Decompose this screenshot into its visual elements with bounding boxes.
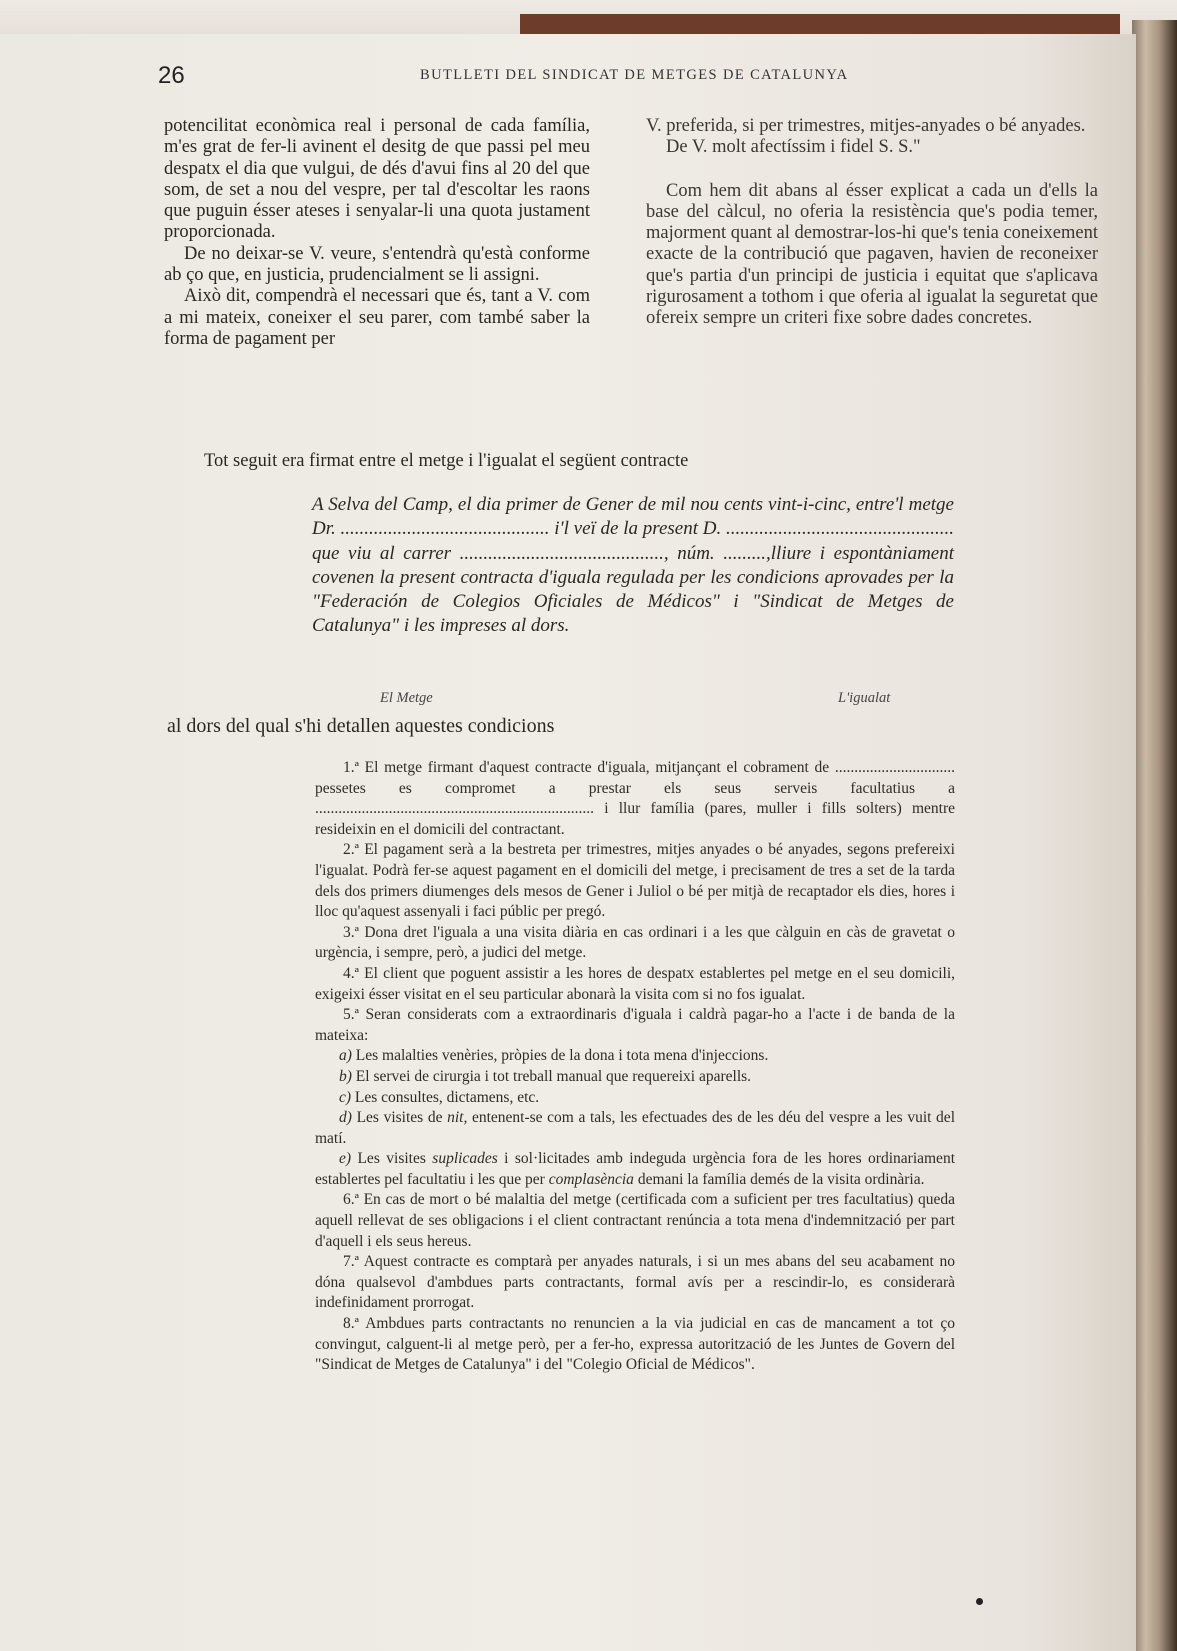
condition-number: 2.ª [343,841,359,859]
condition-item [315,1314,955,1376]
contract-text: A Selva del Camp, el dia primer de Gener de mil nou cents vint-i-cinc, entre'l metge Dr. ............................................ i'l veï de la present D. ................................................ que viu al carrer ..........................................., núm. .........,lliure i espontàniament covenen la present contracta d'iguala regulada per les condicions aprovades per la "Federación de Colegios Oficiales de Médicos" i "Sindicat de Metges de Catalunya" i les impreses al dors. [312,494,954,637]
subitem [315,1046,955,1067]
page-header [158,62,1078,92]
scan-top-band [0,0,1177,34]
right-column [646,116,1098,330]
paragraph: De V. molt afectíssim i fidel S. S." [666,137,921,158]
condition-number: 1.ª [343,759,359,776]
condition-text: Dona dret l'iguala a una visita diària en cas ordinari i a les que càlguin en càs de gravetat o urgència, i sempre, però, a judici del metge. [315,923,955,962]
condition-text: El client que poguent assistir a les hores de despatx establertes pel metge en el seu domicili, exigeixi ésser visitat en el seu particular abonarà la visita com si no fos igualat. [315,964,955,1003]
condition-number: 4.ª [343,964,359,982]
subitem-letter: b) [339,1067,352,1085]
condition-text: En cas de mort o bé malaltia del metge (certificada com a suficient per tres facultatius) queda aquell rellevat de ses obligacions i el client contractant renúncia a tota mena d'indemnització per part d'aquell i els seus hereus. [315,1191,955,1250]
contract-form [312,493,954,639]
condition-number: 5.ª [343,1006,359,1024]
condition-item [315,758,955,840]
subitem-letter: a) [339,1047,352,1065]
paragraph: V. preferida, si per trimestres, mitjes-anyades o bé anyades. [646,116,1086,136]
page-edge [1132,20,1177,1651]
paragraph: De no deixar-se V. veure, s'entendrà qu'està conforme ab ço que, en justicia, prudencialment se li assigni. [164,243,590,286]
condition-item [315,964,955,1005]
subitem-text: entenent-se com a tals, les efectuades des de les déu del vespre a les vuit del matí. [315,1109,955,1147]
left-column [164,116,590,350]
subitem [315,1088,955,1109]
paragraph: Això dit, compendrà el necessari que és, tant a V. com a mi mateix, coneixer el seu parer, com també saber la forma de pagament per [164,286,590,349]
subitem [315,1108,955,1149]
subitem-text: i sol·licitades amb indeguda urgència fora de les hores ordinariament establertes pel facultatiu i les que per [315,1150,955,1188]
dors-line: al dors del qual s'hi detallen aquestes condicions [167,715,555,737]
signature-label-metge: El Metge [380,690,433,706]
subitem-letter: d) [339,1109,352,1127]
condition-number: 3.ª [343,923,359,941]
subitem-letter: e) [339,1150,352,1168]
subitem-emphasis: nit, [447,1109,468,1127]
condition-item [315,840,955,922]
condition-text: Seran considerats com a extraordinaris d'iguala i caldrà pagar-ho a l'acte i de banda de la mateixa: [315,1006,955,1044]
conditions-list [315,758,955,1376]
spacer [646,159,1098,181]
subitem-text: demani la família demés de la visita ordinària. [633,1170,925,1188]
subitem [315,1067,955,1088]
condition-number: 7.ª [343,1253,359,1271]
running-head: BUTLLETI DEL SINDICAT DE METGES DE CATALUNYA [420,67,849,83]
condition-item [315,1190,955,1252]
subitem-emphasis: suplicades [432,1150,498,1168]
paragraph: potencilitat econòmica real i personal de cada família, m'es grat de fer-li avinent el desitg de que passi pel meu despatx el dia que vulgui, de dés d'avui fins al 20 del que som, de set a nou del vespre, per tal d'escoltar les raons que puguin ésser ateses i senyalar-li una quota justament proporcionada. [164,116,590,243]
condition-text: Ambdues parts contractants no renuncien a la via judicial en cas de mancament a tot ço convingut, calguent-li al metge però, per a fer-ho, expressa autorització de les Juntes de Govern del "Sindicat de Metges de Catalunya" i del "Colegio Oficial de Médicos". [315,1315,955,1374]
condition-item [315,1005,955,1046]
subitem-text: Les malalties venèries, pròpies de la dona i tota mena d'injeccions. [355,1047,769,1065]
condition-text: Aquest contracte es comptarà per anyades naturals, i si un mes abans del seu acabament no dóna qualsevol d'ambdues parts contractants, formal avís per a rescindir-lo, es considerarà indefinidament prorrogat. [315,1253,955,1312]
page-number: 26 [158,62,185,89]
signature-label-igualat: L'igualat [838,690,891,706]
subitem-text: Les consultes, dictamens, etc. [354,1088,540,1106]
condition-number: 6.ª [343,1191,359,1209]
condition-item [315,923,955,964]
intro-line: Tot seguit era firmat entre el metge i l'igualat el següent contracte [204,451,689,471]
subitem-emphasis: complasència [548,1170,634,1188]
subitem-text: Les visites de [356,1109,448,1127]
book-spine-strip [520,14,1120,34]
condition-item [315,1252,955,1314]
subitem-letter: c) [339,1088,352,1106]
subitem [315,1149,955,1190]
subitem-text: Les visites [357,1150,433,1168]
condition-text: El pagament serà a la bestreta per trimestres, mitjes anyades o bé anyades, segons prefereixi l'igualat. Podrà fer-se aquest pagament en el domicili del metge, i precisament de tres a set de la tarda dels dos primers diumenges dels mesos de Gener i Juliol o bé per mitjà de recaptador els dies, hores i lloc qu'aquest assenyali i faci públic per pregó. [315,841,955,921]
ink-dot [976,1598,983,1605]
paragraph: Com hem dit abans al ésser explicat a cada un d'ells la base del càlcul, no oferia la resistència que's podia temer, majorment quant al demostrar-los-hi que's tenia coneixement exacte de la contribució que pagaven, havien de reconeixer que's partia d'un principi de justicia i equitat que s'aplicava rigurosament a tothom i que oferia al igualat la seguretat que ofereix sempre un criteri fixe sobre dades concretes. [646,180,1098,329]
subitem-text: El servei de cirurgia i tot treball manual que requereixi aparells. [355,1067,752,1085]
condition-number: 8.ª [343,1315,359,1333]
condition-text: El metge firmant d'aquest contracte d'iguala, mitjançant el cobrament de ............................... pessetes es compromet a prestar els seus serveis facultatius a ........................................................................ i llur família (pares, muller i fills solters) mentre resideixin en el domicili del contractant. [315,759,955,838]
